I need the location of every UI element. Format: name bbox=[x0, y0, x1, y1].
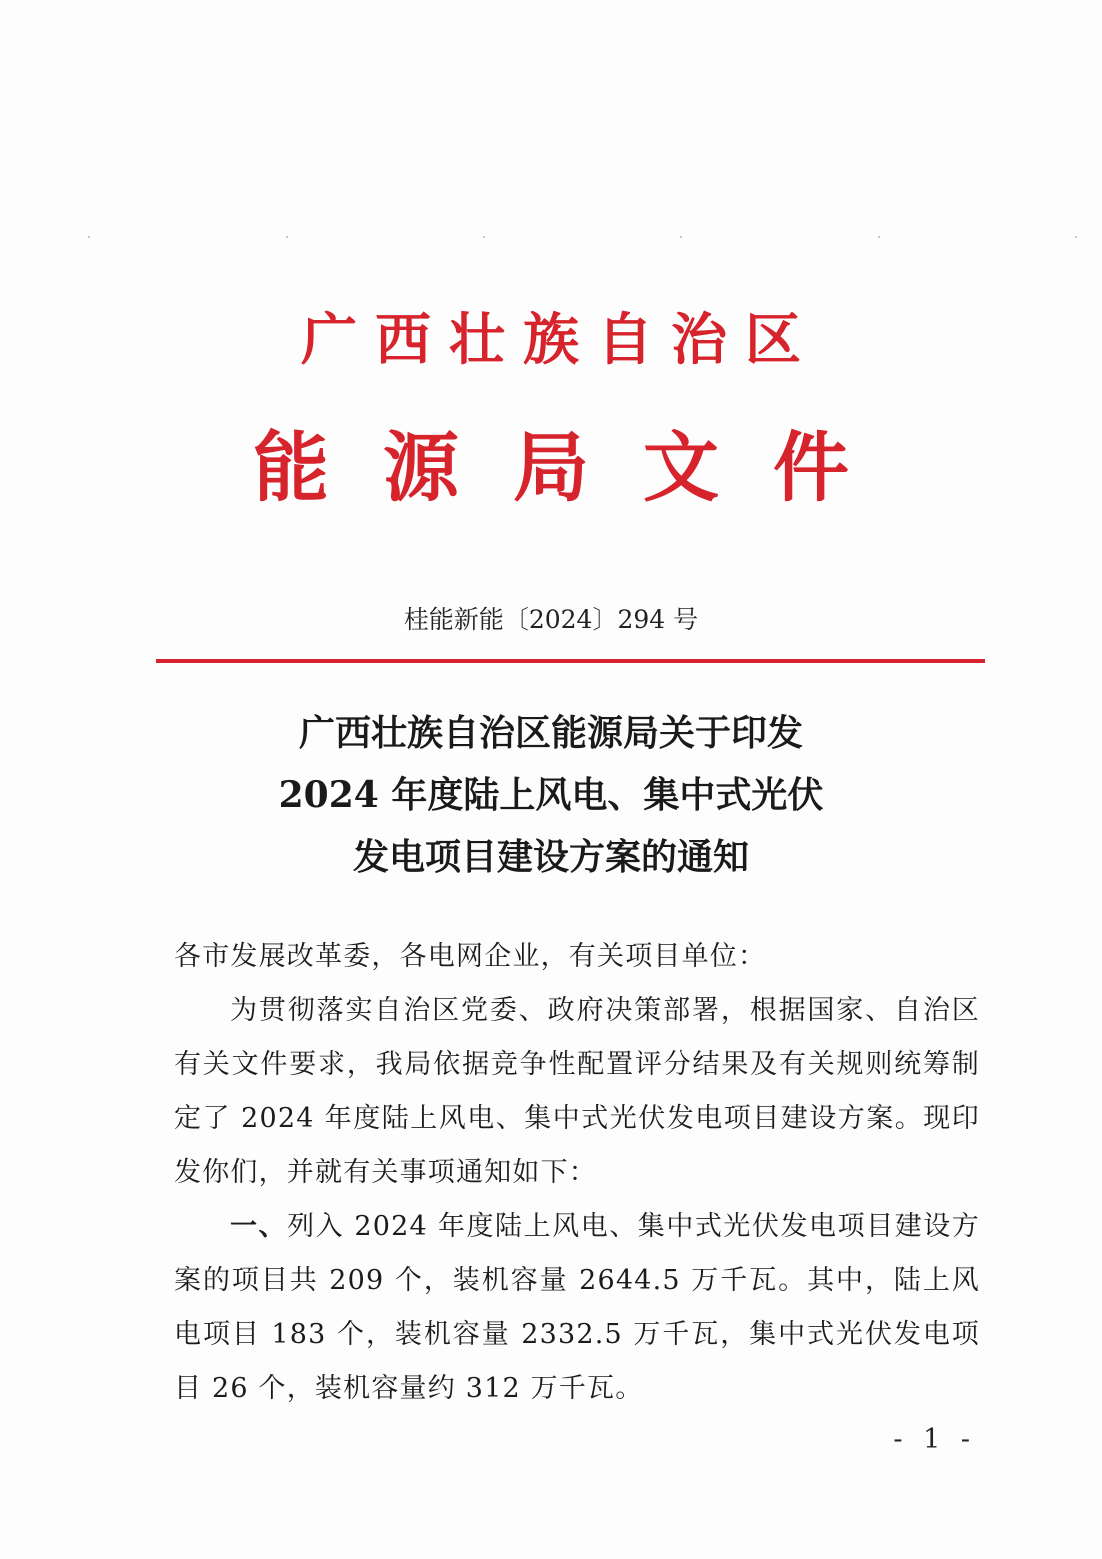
item-text: 列入 2024 年度陆上风电、集中式光伏发电项目建设方案的项目共 209 个，装机容量 2644.5 万千瓦。其中，陆上风电项目 183 个，装机容量 2332.5 万千瓦，集中式光伏发电项目 26 个，装机容量约 312 万千瓦。 bbox=[174, 1211, 980, 1404]
scan-dot bbox=[680, 236, 682, 238]
body-paragraph: 为贯彻落实自治区党委、政府决策部署，根据国家、自治区有关文件要求，我局依据竞争性配置评分结果及有关规则统筹制定了 2024 年度陆上风电、集中式光伏发电项目建设方案。现印发你们，并就有关事项通知如下： bbox=[174, 995, 980, 1188]
scan-dot bbox=[1075, 236, 1077, 238]
document-body bbox=[174, 930, 980, 1416]
title-line: 广西壮族自治区能源局关于印发 bbox=[298, 712, 803, 754]
scan-artifact-dots bbox=[0, 236, 1102, 242]
issuing-authority-header: 广西壮族自治区 bbox=[301, 307, 819, 373]
title-line: 发电项目建设方案的通知 bbox=[352, 836, 749, 878]
document-title bbox=[0, 702, 1102, 888]
scan-dot bbox=[286, 236, 288, 238]
scan-dot bbox=[878, 236, 880, 238]
body-paragraph-item-1 bbox=[174, 1200, 980, 1416]
page-number: - 1 - bbox=[893, 1424, 976, 1455]
salutation: 各市发展改革委，各电网企业，有关项目单位： bbox=[174, 941, 767, 972]
scan-dot bbox=[88, 236, 90, 238]
document-type-header: 能源局文件 bbox=[253, 423, 903, 512]
red-separator-rule bbox=[156, 659, 985, 663]
item-number: 一、 bbox=[230, 1211, 288, 1242]
title-line: 2024 年度陆上风电、集中式光伏 bbox=[278, 774, 824, 816]
scan-dot bbox=[483, 236, 485, 238]
document-number: 桂能新能〔2024〕294 号 bbox=[403, 605, 699, 634]
